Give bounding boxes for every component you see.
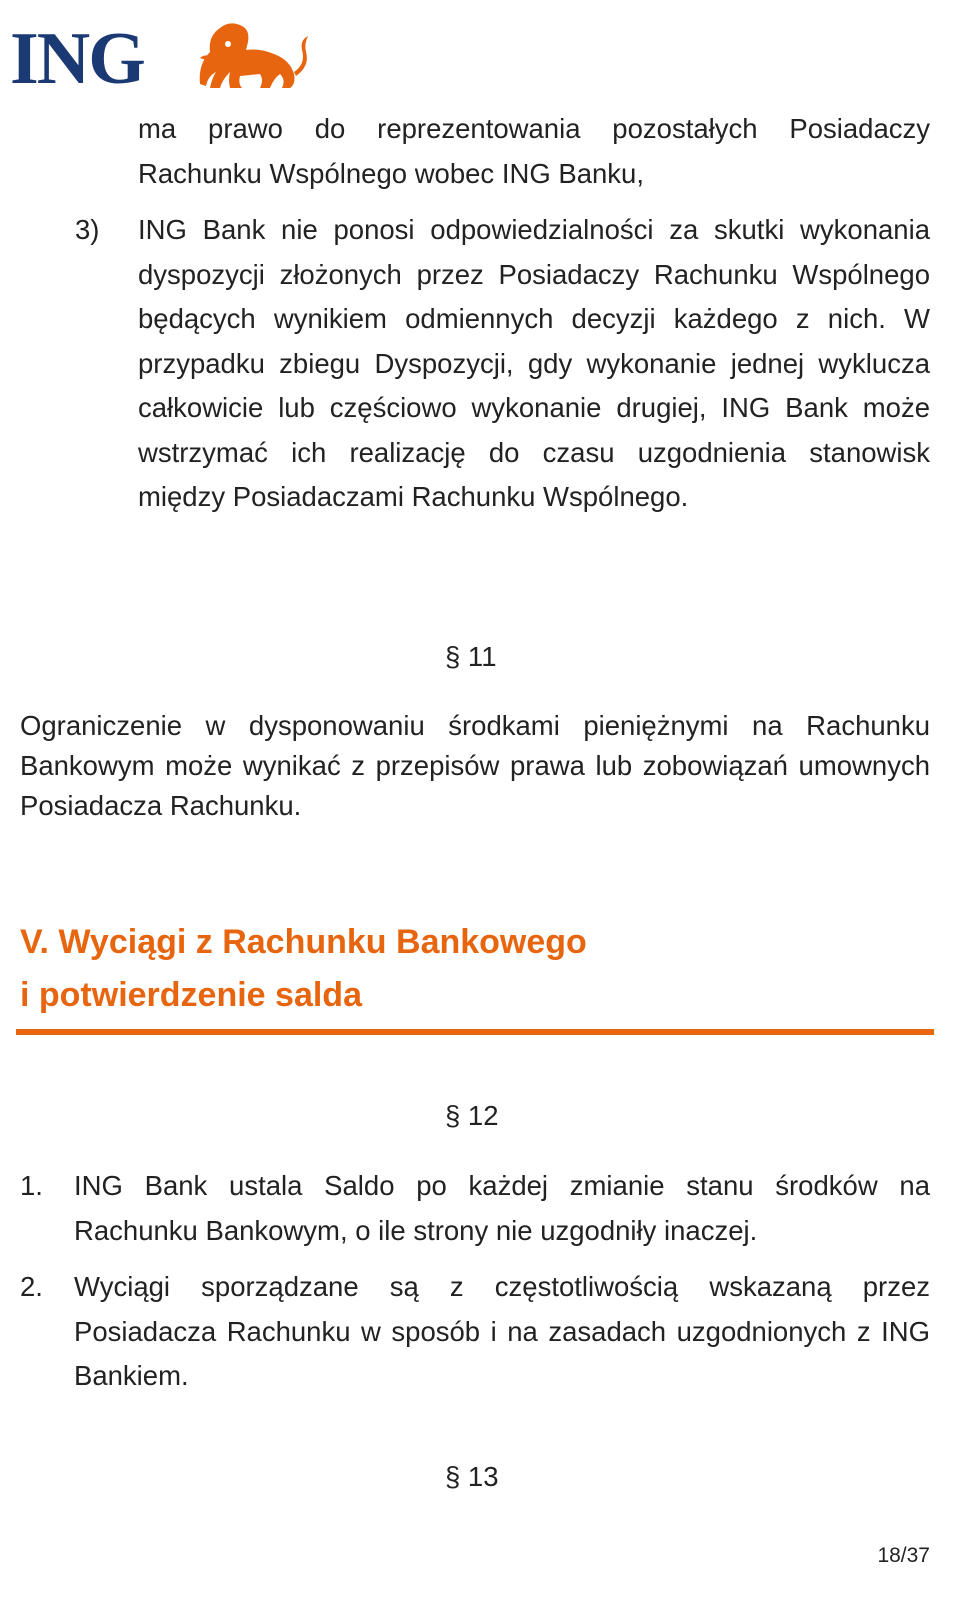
section-12-title: § 12 [445, 1100, 499, 1131]
lion-icon [190, 14, 312, 96]
section-11-title: § 11 [445, 641, 497, 672]
heading-divider [16, 1029, 934, 1035]
ing-logo [10, 14, 310, 100]
continuation-text: ma prawo do reprezentowania pozostałych Posiadaczy Rachunku Wspólnego wobec ING Banku, [138, 113, 930, 189]
chapter-heading [20, 916, 930, 1022]
section-11-text: Ograniczenie w dysponowaniu środkami pieniężnymi na Rachunku Bankowym może wynikać z przepisów prawa lub zobowiązań umownych Posiadacza Rachunku. [20, 710, 930, 821]
list-item-number: 2. [20, 1271, 43, 1302]
item-number: 3) [75, 214, 100, 245]
chapter-heading-line1: V. Wyciągi z Rachunku Bankowego [20, 923, 587, 961]
list-item-number: 1. [20, 1170, 43, 1201]
page-number: 18/37 [877, 1544, 930, 1567]
section-13-title: § 13 [445, 1461, 499, 1492]
logo-text: ING [10, 18, 144, 100]
item-text: ING Bank nie ponosi odpowiedzialności za skutki wykonania dyspozycji złożonych przez Posiadaczy Rachunku Wspólnego będących wynikiem odmiennych decyzji każdego z nich. W przypadku zbiegu Dyspozycji, gdy wykonanie jednej wyklucza całkowicie lub częściowo wykonanie drugiej, ING Bank może wstrzymać ich realizację do czasu uzgodnienia stanowisk między Posiadaczami Rachunku Wspólnego. [138, 214, 930, 512]
chapter-heading-line2: i potwierdzenie salda [20, 976, 362, 1014]
list-item-text: ING Bank ustala Saldo po każdej zmianie stanu środków na Rachunku Bankowym, o ile strony nie uzgodniły inaczej. [74, 1170, 930, 1246]
list-item-text: Wyciągi sporządzane są z częstotliwością wskazaną przez Posiadacza Rachunku w sposób i na zasadach uzgodnionych z ING Bankiem. [74, 1271, 930, 1391]
